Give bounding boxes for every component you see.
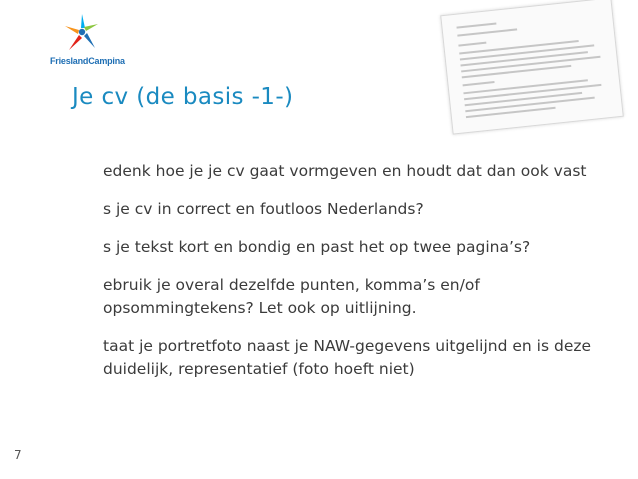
bullet-item: s je cv in correct en foutloos Nederlands?: [103, 200, 424, 218]
bullet-item: s je tekst kort en bondig en past het op twee pagina’s?: [103, 238, 531, 256]
cv-example-thumbnail: [440, 0, 624, 135]
bullet-item: ebruik je overal dezelfde punten, komma’s en/of opsommingtekens? Let ook op uitlijning.: [103, 276, 480, 317]
bullet-list: [103, 160, 623, 396]
page-number: 7: [14, 448, 22, 462]
bullet-item: taat je portretfoto naast je NAW-gegevens uitgelijnd en is deze duidelijk, representatief (foto hoeft niet): [103, 337, 592, 378]
frieslandcampina-logo: [50, 12, 160, 72]
logo-wordmark: FrieslandCampina: [50, 56, 125, 66]
bullet-item: edenk hoe je je cv gaat vormgeven en houdt dat dan ook vast: [103, 162, 587, 180]
slide-title: Je cv (de basis -1-): [72, 84, 294, 110]
logo-star-icon: [62, 12, 102, 56]
